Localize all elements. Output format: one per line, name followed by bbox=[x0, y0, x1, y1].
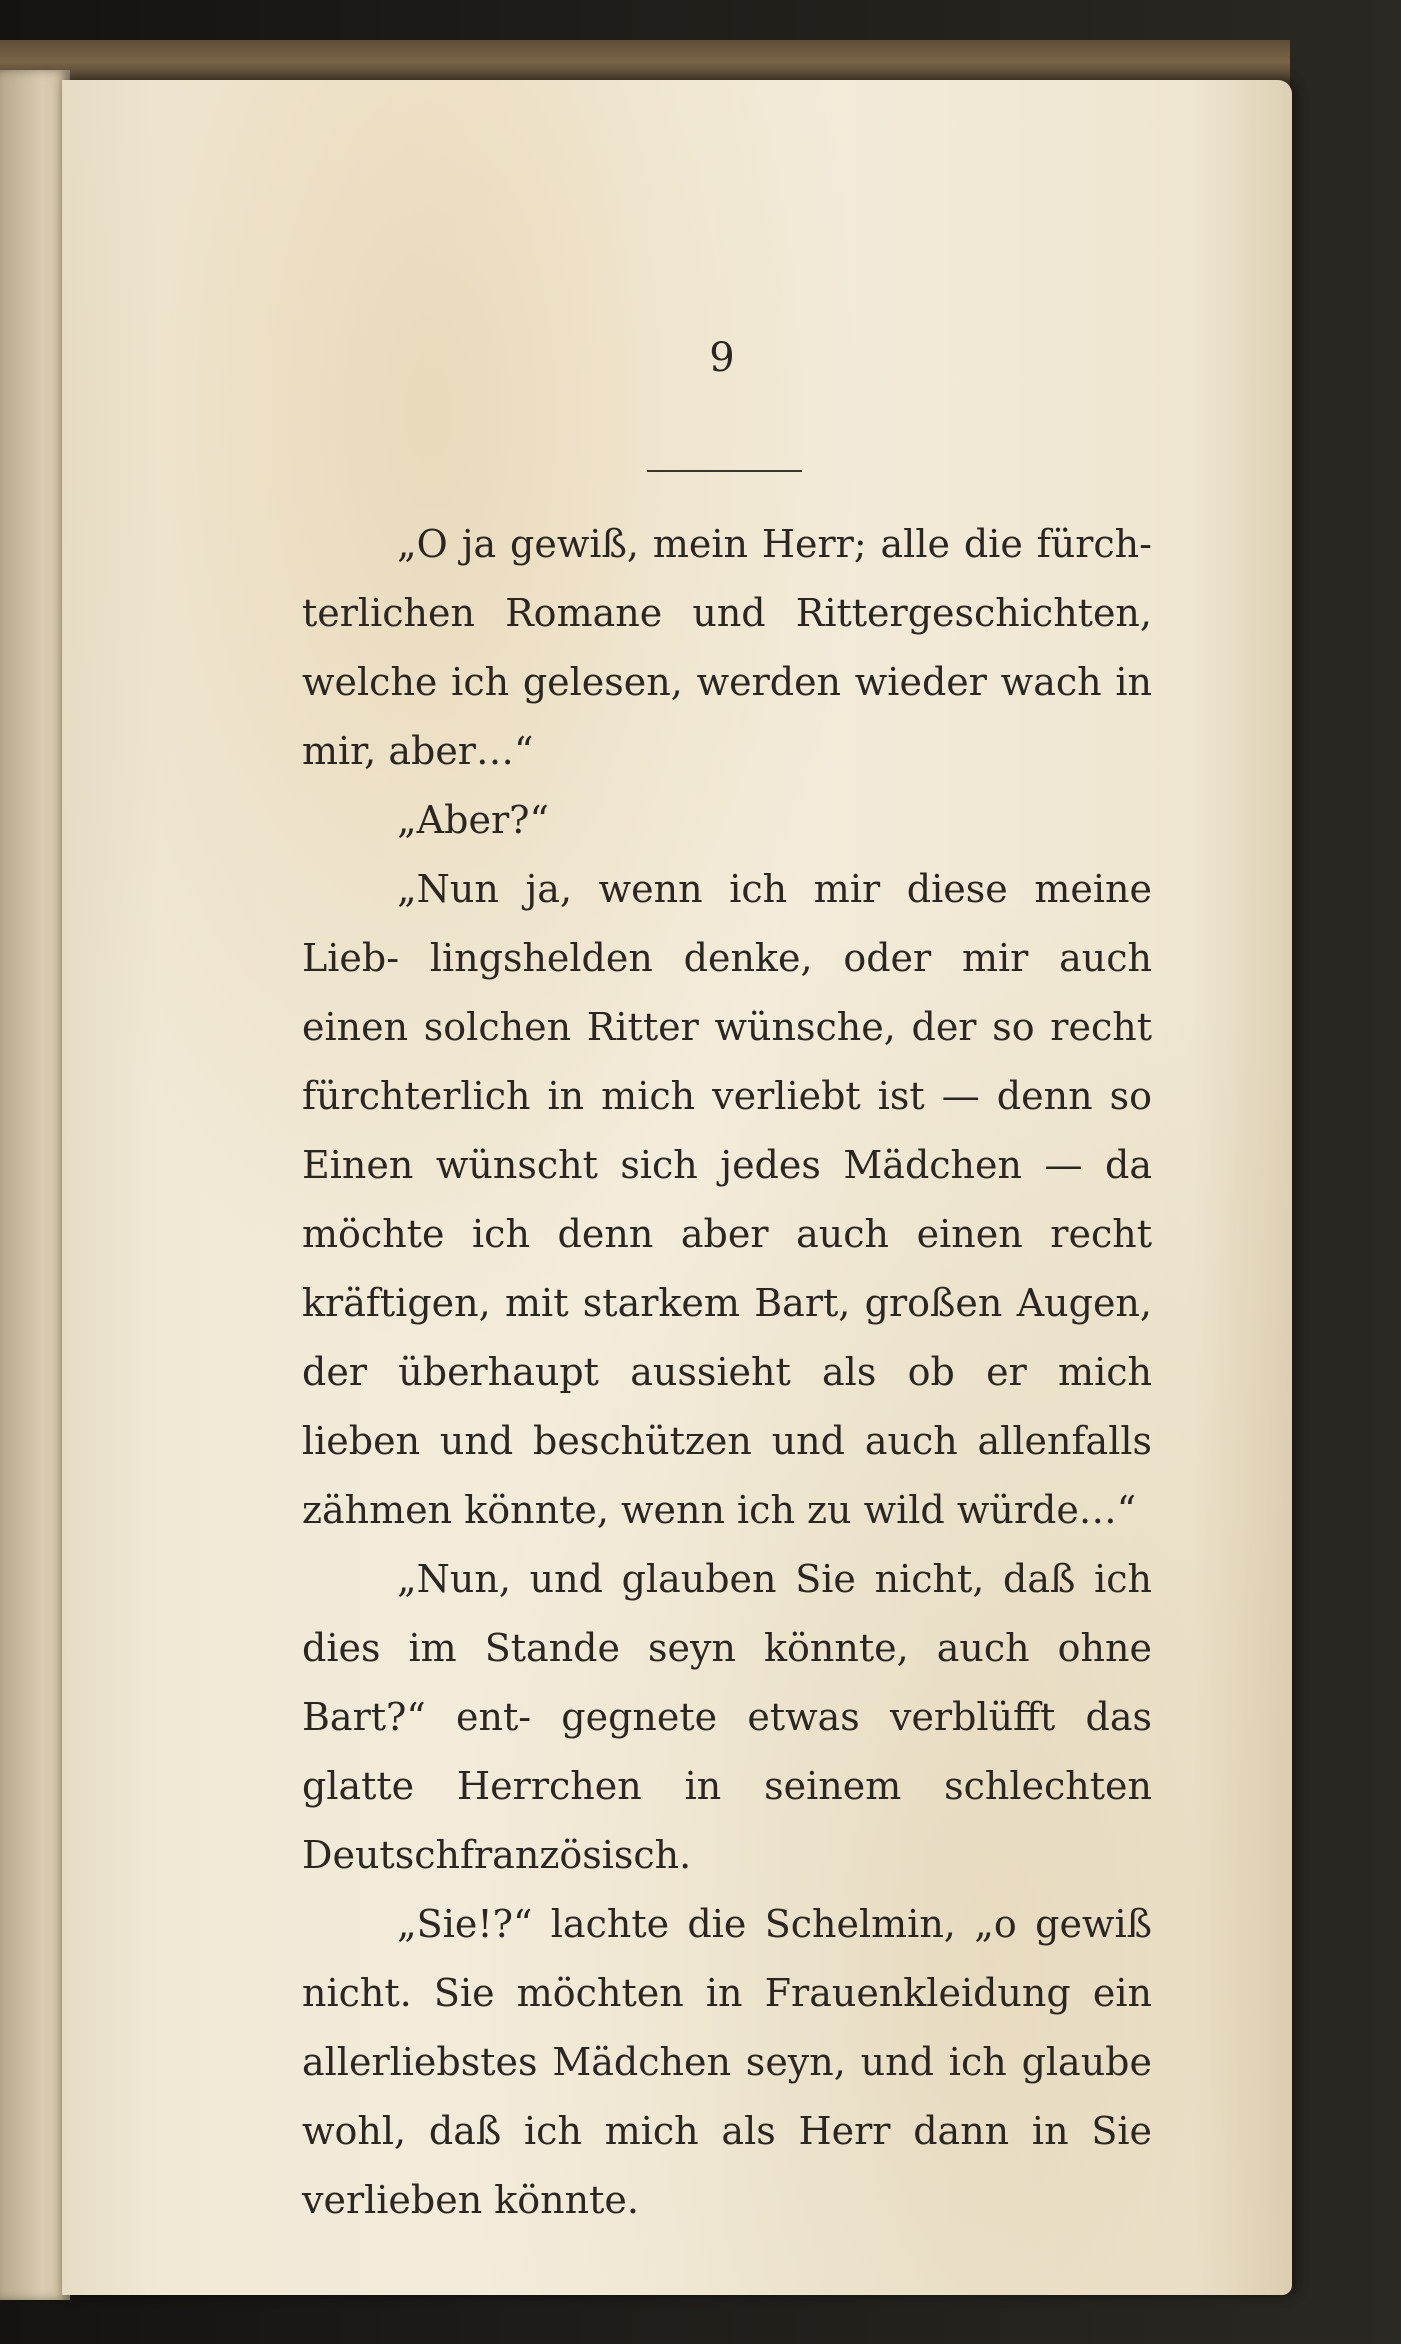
paragraph: „Nun, und glauben Sie nicht, daß ich dies im Stande seyn könnte, auch ohne Bart?“ ent- gegnete etwas verblüfft das glatte Herrchen in seinem schlechten Deutschfranzösisch. bbox=[302, 1557, 1152, 1877]
paragraph: „O ja gewiß, mein Herr; alle die fürch- terlichen Romane und Rittergeschichten, welche ich gelesen, werden wieder wach in mir, aber…“ bbox=[302, 522, 1152, 773]
header-rule bbox=[647, 470, 802, 472]
paragraph: „Nun ja, wenn ich mir diese meine Lieb- lingshelden denke, oder mir auch einen solchen Ritter wünsche, der so recht fürchterlich in mich verliebt ist — denn so Einen wünscht sich jedes Mädchen — da möchte ich denn aber auch einen recht kräftigen, mit starkem Bart, großen Augen, der überhaupt aussieht als ob er mich lieben und beschützen und auch allenfalls zähmen könnte, wenn ich zu wild würde…“ bbox=[302, 867, 1152, 1532]
paragraph: „Sie!?“ lachte die Schelmin, „o gewiß nicht. Sie möchten in Frauenkleidung ein allerliebstes Mädchen seyn, und ich glaube wohl, daß ich mich als Herr dann in Sie verlieben könnte. bbox=[302, 1902, 1152, 2222]
page-number: 9 bbox=[709, 335, 735, 381]
paragraph: „Aber?“ bbox=[397, 798, 549, 842]
facing-page-edge bbox=[0, 70, 70, 2300]
body-text bbox=[302, 510, 1152, 2235]
book-page bbox=[62, 80, 1292, 2295]
